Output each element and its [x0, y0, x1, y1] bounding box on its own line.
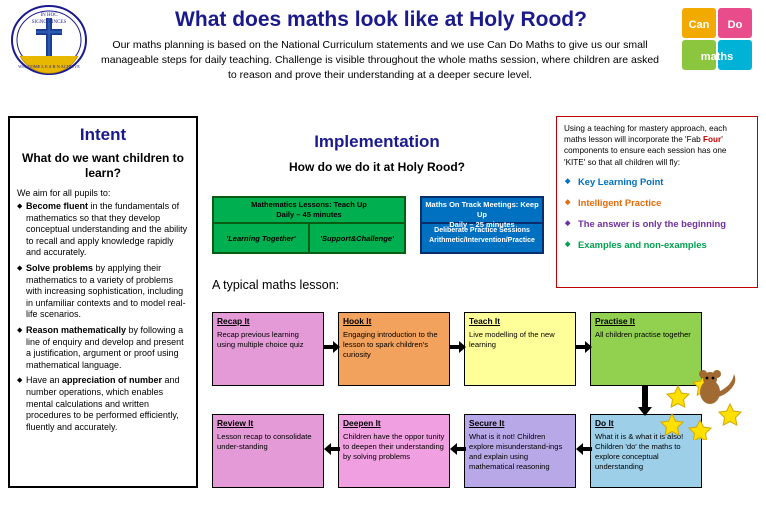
keep-up-table [420, 196, 544, 254]
kite-intro-four: Four [703, 135, 722, 145]
keep-up-header-line2: Daily – 25 minutes [449, 220, 515, 229]
svg-text:IN HOC: IN HOC [40, 13, 58, 18]
teach-up-row [214, 224, 404, 252]
arrow-deepen-to-review-icon [324, 442, 340, 458]
kite-panel [556, 116, 758, 288]
teach-up-header-line2: Daily – 45 minutes [276, 210, 342, 219]
arrow-do-to-secure-icon [576, 442, 592, 458]
support-challenge-cell: 'Support&Challenge' [320, 233, 394, 243]
keep-up-body [422, 224, 542, 254]
keep-up-header-line1: Maths On Track Meetings: Keep Up [425, 200, 539, 219]
svg-text:WELCOME L E A R N ACHIEVE: WELCOME L E A R N ACHIEVE [18, 64, 80, 69]
flow-box-review-it [212, 414, 324, 488]
flow-text: Recap previous learning using multiple choice quiz [217, 330, 304, 349]
list-item: ◆ Intelligent Practice [564, 197, 750, 209]
flow-text: Engaging introduction to the lesson to spark children's curiosity [343, 330, 438, 359]
flow-title: Hook It [343, 316, 372, 326]
list-item: ◆ The answer is only the beginning [564, 218, 750, 230]
flow-text: Live modelling of the new learning [469, 330, 555, 349]
list-item: ◆ Become fluent in the fundamentals of mathematics so that they develop conceptual understanding and the ability to recall and apply knowledge rapidly and accurately. [17, 201, 189, 259]
keep-up-header [422, 198, 542, 229]
kite-intro-before: Using a teaching for mastery approach, each maths lesson will incorporate the 'Fab [564, 124, 727, 145]
teach-up-table [212, 196, 406, 254]
flow-box-deepen-it [338, 414, 450, 488]
list-item: ◆ Reason mathematically by following a line of enquiry and develop and present a justification, argument or proof using mathematical language. [17, 325, 189, 371]
flow-title: Secure It [469, 418, 505, 428]
implementation-subtitle: How do we do it at Holy Rood? [289, 160, 465, 174]
implementation-title: Implementation [314, 132, 440, 151]
header [0, 0, 766, 108]
flow-box-recap-it [212, 312, 324, 386]
flow-title: Teach It [469, 316, 501, 326]
learning-together-cell: 'Learning Together' [214, 224, 310, 252]
flow-text: All children practise together [595, 330, 691, 339]
arrow-hook-to-teach-icon [450, 340, 466, 356]
flow-box-secure-it [464, 414, 576, 488]
teach-up-header [214, 198, 404, 224]
header-subtitle: Our maths planning is based on the National Curriculum statements and we use Can Do Maths to give us our small manageable steps for daily teaching. Challenge is visible throughout the whole maths session, where children are asked to reason and prove their understanding at a deeper secure level. [101, 39, 659, 81]
intent-panel [8, 116, 198, 488]
can-do-maths-logo [680, 6, 754, 72]
list-item: ◆ Examples and non-examples [564, 239, 750, 251]
flow-text: What it is & what it is also! Children 'do' the maths to explore conceptual understanding [595, 432, 684, 471]
flow-title: Review It [217, 418, 254, 428]
list-item: ◆ Key Learning Point [564, 176, 750, 188]
teach-up-header-line1: Mathematics Lessons: Teach Up [251, 200, 367, 209]
flow-title: Do It [595, 418, 614, 428]
svg-text:SIGNO VINCES: SIGNO VINCES [31, 20, 67, 25]
flow-title: Recap It [217, 316, 250, 326]
arithmetic-line: Arithmetic/Intervention/Practice [429, 236, 535, 244]
arrow-recap-to-hook-icon [324, 340, 340, 356]
flow-box-teach-it [464, 312, 576, 386]
flow-text: Lesson recap to consolidate under-standing [217, 432, 312, 451]
svg-text:Can: Can [688, 19, 710, 31]
kite-intro [564, 123, 750, 168]
flow-title: Deepen It [343, 418, 381, 428]
intent-aims-list [17, 201, 189, 433]
intent-title: Intent [79, 125, 127, 144]
kite-components-list [564, 176, 750, 251]
deliberate-practice-line: Deliberate Practice Sessions [434, 227, 530, 234]
intent-lead: We aim for all pupils to: [17, 188, 111, 198]
flow-title: Practise It [595, 316, 636, 326]
stars-decoration-icon [660, 370, 764, 440]
list-item: ◆ Solve problems by applying their mathematics to a variety of problems with increasing sophistication, including in unfamiliar contexts and to model real-life scenarios. [17, 263, 189, 321]
flow-text: Children have the oppor tunity to deepen their understanding by solving problems [343, 432, 445, 461]
school-crest-icon [10, 4, 88, 76]
flow-box-hook-it [338, 312, 450, 386]
arrow-secure-to-deepen-icon [450, 442, 466, 458]
kite-intro-after: ' components to ensure each session has one 'KITE' so that all children will fly: [564, 135, 727, 167]
flow-text: What is it not! Children explore misunderstand-ings and explain using mathematical reasoning [469, 432, 563, 471]
arrow-teach-to-practise-icon [576, 340, 592, 356]
list-item: ◆ Have an appreciation of number and number operations, which enables mental calculations and written procedures to be performed efficiently, fluently and accurately. [17, 375, 189, 433]
page-title: What does maths look like at Holy Rood? [175, 8, 587, 31]
typical-lesson-label: A typical maths lesson: [212, 278, 340, 292]
svg-text:Do: Do [727, 19, 743, 31]
arrow-practise-to-do-icon [638, 386, 652, 418]
intent-subtitle: What do we want children to learn? [22, 151, 184, 180]
svg-text:maths: maths [700, 51, 734, 63]
